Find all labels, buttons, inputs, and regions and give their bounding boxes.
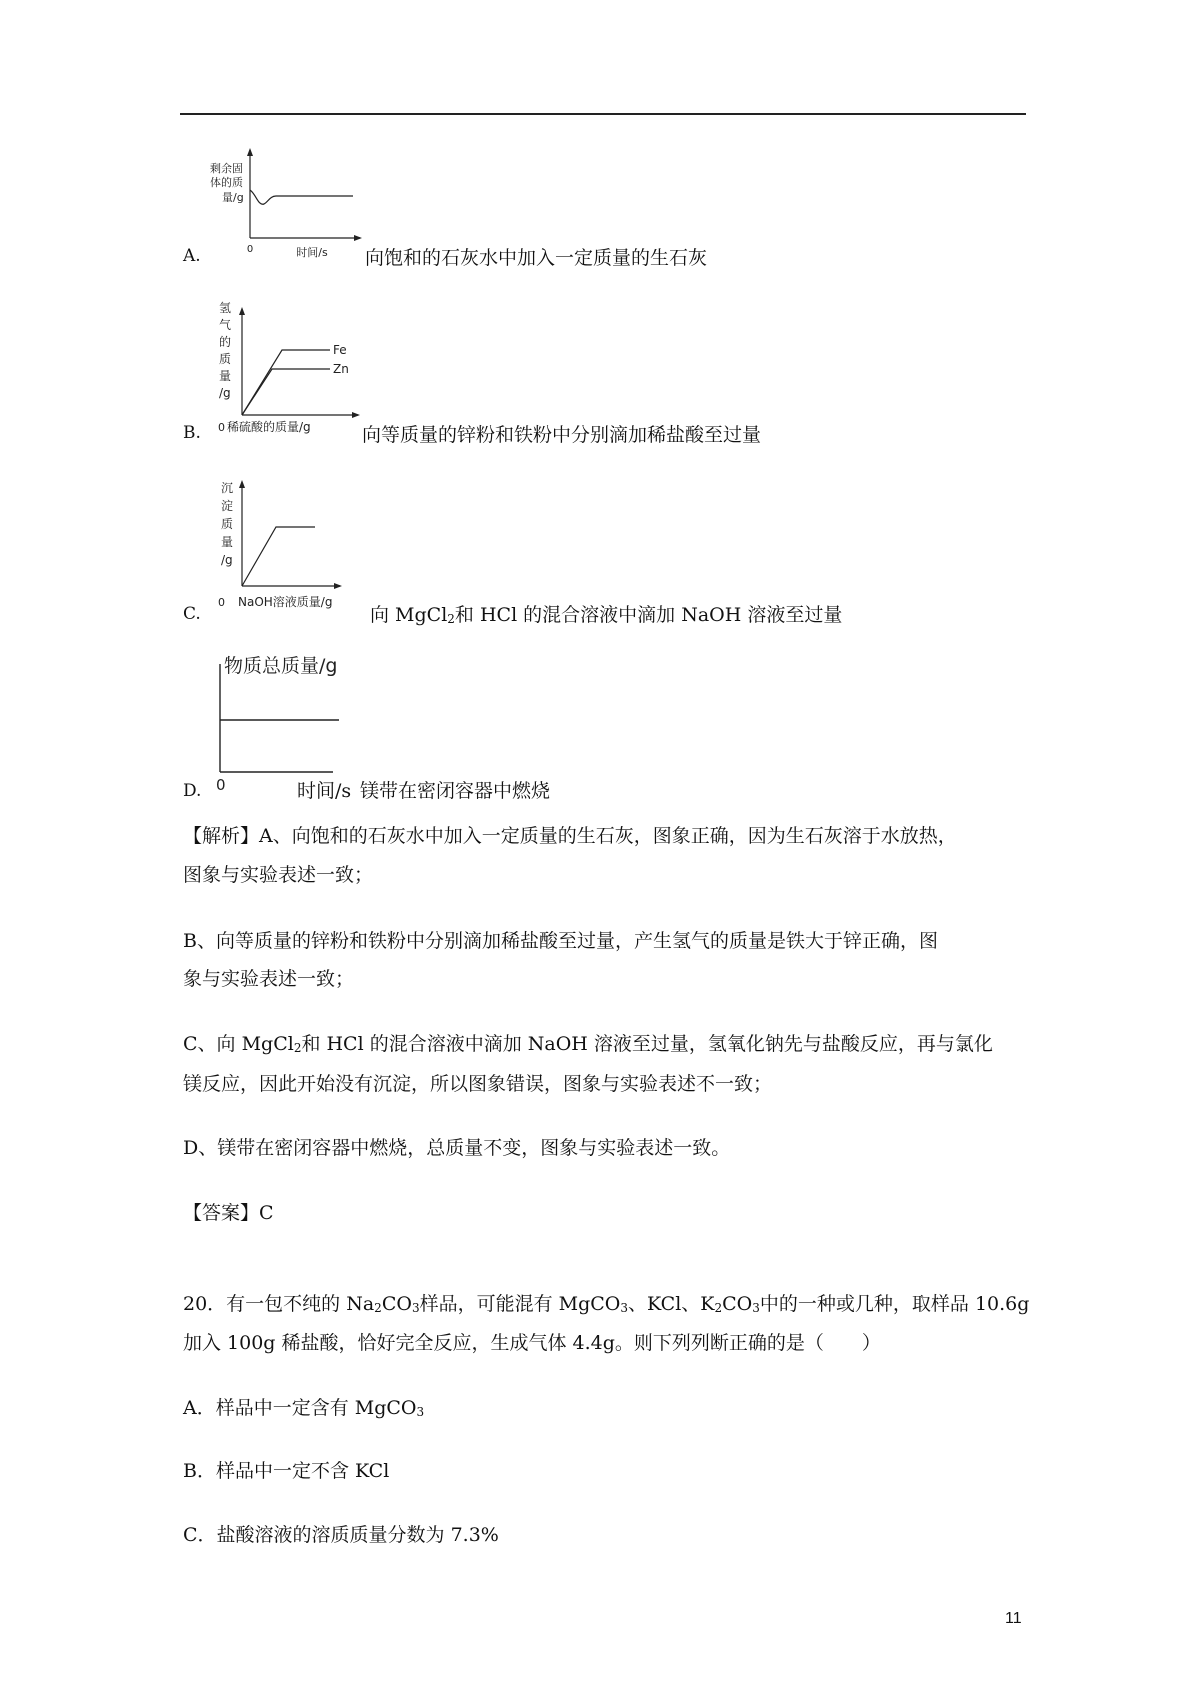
- graph-c: [218, 478, 368, 614]
- option-d-letter: D.: [183, 781, 202, 801]
- graph-d-ylabel: 物质总质量/g: [224, 655, 338, 677]
- graph-d: [218, 652, 378, 792]
- question20-line1: 20．有一包不纯的 $Na_2CO_3$样品，可能混有 MgCO$_3$、KCl、$K_2CO_3$中的一种或几种，取样品 10.6g: [183, 1293, 1030, 1315]
- graph-b-origin: 0: [218, 421, 225, 434]
- graph-c-line: [242, 527, 315, 586]
- graph-b-ylabel-3: 的: [219, 335, 232, 349]
- option-a-text: 向饱和的石灰水中加入一定质量的生石灰: [365, 247, 708, 269]
- graph-b-y-arrow: [239, 307, 245, 315]
- option-c-text: 向 MgCl$_2$和 HCl 的混合溶液中滴加 NaOH 溶液至过量: [370, 604, 843, 626]
- question20-option-a: A．样品中一定含有 MgCO$_3$: [183, 1397, 425, 1419]
- graph-b-xlabel: 稀硫酸的质量/g: [227, 420, 311, 434]
- graph-b-label-zn: Zn: [333, 362, 349, 376]
- header-rule: [180, 113, 1026, 115]
- option-a-letter: A.: [183, 246, 201, 266]
- graph-a-y-arrow: [247, 148, 253, 156]
- graph-c-ylabel-4: 量: [221, 535, 234, 549]
- graph-c-x-arrow: [334, 583, 342, 589]
- analysis-b-line1: B、向等质量的锌粉和铁粉中分别滴加稀盐酸至过量，产生氢气的质量是铁大于锌正确，图: [183, 930, 938, 952]
- graph-a-curve: [250, 190, 353, 204]
- graph-a-x-arrow: [354, 235, 362, 241]
- question20-option-b: B．样品中一定不含 KCl: [183, 1460, 390, 1482]
- graph-a-xlabel: 时间/s: [296, 246, 328, 259]
- answer: 【答案】C: [183, 1202, 274, 1224]
- graph-b-ylabel-2: 气: [219, 318, 232, 332]
- graph-b-x-arrow: [352, 412, 360, 418]
- analysis-a-line1: 【解析】A、向饱和的石灰水中加入一定质量的生石灰，图象正确，因为生石灰溶于水放热，: [183, 825, 957, 847]
- option-d-xlabel: 时间/s: [297, 780, 352, 802]
- graph-c-ylabel-2: 淀: [221, 499, 234, 513]
- graph-a-ylabel-2: 体的质: [210, 176, 243, 189]
- question20-option-c: C．盐酸溶液的溶质质量分数为 7.3%: [183, 1524, 499, 1546]
- graph-b-line-fe: [242, 350, 330, 415]
- analysis-a-line2: 图象与实验表述一致；: [183, 864, 374, 886]
- graph-c-ylabel-5: /g: [221, 553, 233, 567]
- graph-b-label-fe: Fe: [333, 343, 347, 357]
- graph-a-ylabel-1: 剩余固: [210, 162, 243, 175]
- graph-b: [218, 300, 368, 432]
- graph-b-ylabel-6: /g: [219, 386, 231, 400]
- graph-d-origin: 0: [216, 776, 226, 794]
- graph-c-y-arrow: [239, 480, 245, 488]
- analysis-b-line2: 象与实验表述一致；: [183, 968, 355, 990]
- analysis-c-line1: C、向 MgCl$_2$和 HCl 的混合溶液中滴加 NaOH 溶液至过量，氢氧化钠先与盐酸反应，再与氯化: [183, 1033, 993, 1055]
- page-number: 11: [1005, 1610, 1022, 1627]
- option-d-text: 镁带在密闭容器中燃烧: [360, 780, 551, 802]
- analysis-d-line1: D、镁带在密闭容器中燃烧，总质量不变，图象与实验表述一致。: [183, 1137, 731, 1159]
- graph-c-ylabel-3: 质: [221, 517, 234, 531]
- graph-b-ylabel-5: 量: [219, 369, 232, 383]
- graph-a-origin: 0: [246, 244, 254, 255]
- graph-b-ylabel-1: 氢: [219, 301, 232, 315]
- option-b-text: 向等质量的锌粉和铁粉中分别滴加稀盐酸至过量: [362, 424, 762, 446]
- option-c-letter: C.: [183, 604, 201, 624]
- graph-b-line-zn: [242, 369, 330, 415]
- graph-b-ylabel-4: 质: [219, 352, 232, 366]
- graph-c-ylabel-1: 沉: [221, 481, 234, 495]
- graph-c-origin: 0: [218, 596, 225, 609]
- option-b-letter: B.: [183, 423, 201, 443]
- graph-c-xlabel: NaOH溶液质量/g: [238, 595, 333, 609]
- analysis-c-line2: 镁反应，因此开始没有沉淀，所以图象错误，图象与实验表述不一致；: [183, 1073, 773, 1095]
- question20-line2: 加入 100g 稀盐酸，恰好完全反应，生成气体 4.4g。则下列列断正确的是（ ）: [183, 1332, 881, 1354]
- graph-a: [210, 148, 360, 258]
- graph-a-ylabel-3: 量/g: [222, 191, 244, 204]
